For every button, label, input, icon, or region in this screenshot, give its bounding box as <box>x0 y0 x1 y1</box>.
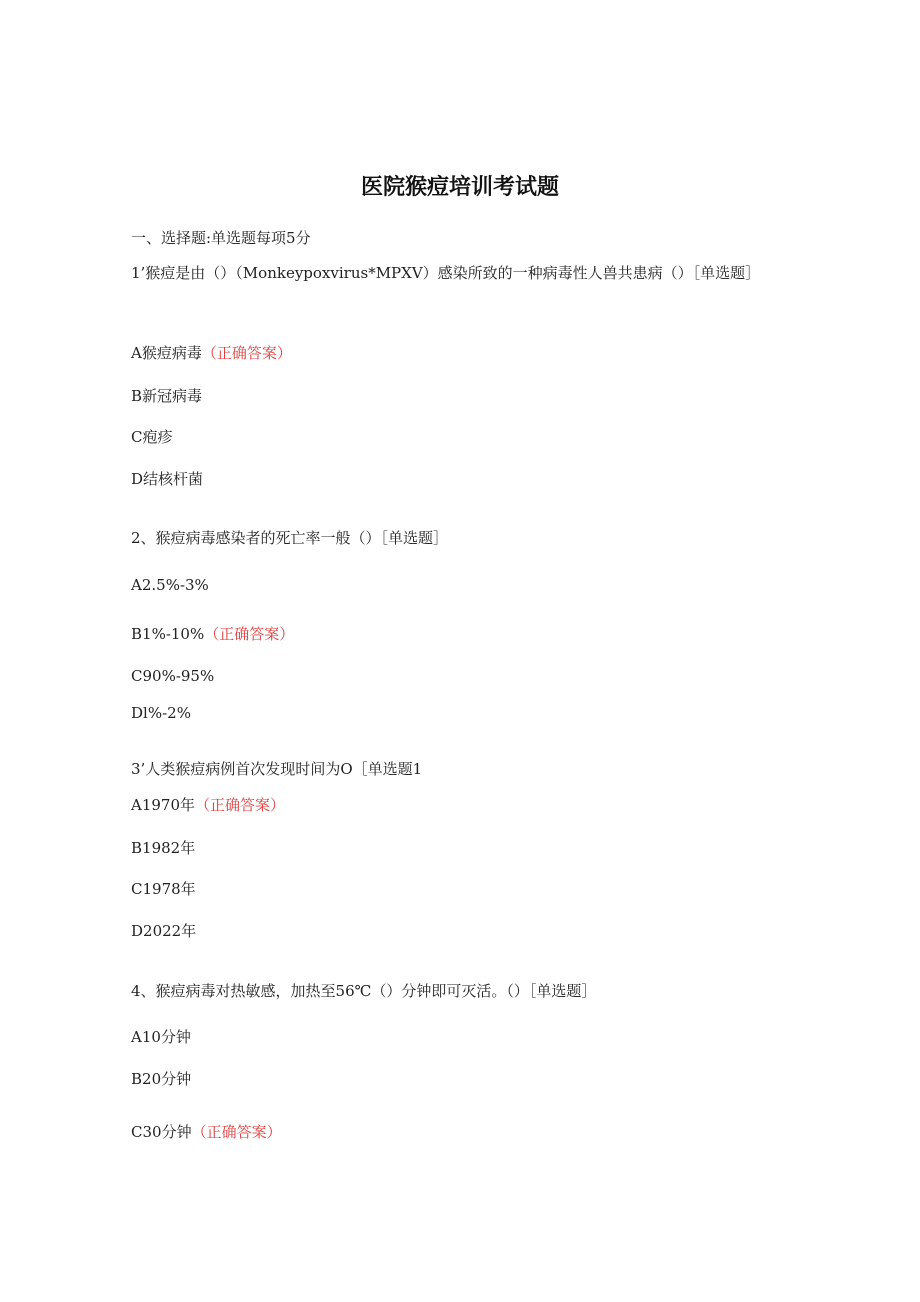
option-label: A1970年 <box>131 796 196 814</box>
question-1-option-b <box>131 386 202 406</box>
option-label: B20分钟 <box>131 1070 192 1088</box>
correct-answer-marker: （正确答案） <box>191 1123 282 1141</box>
question-1-option-c <box>131 427 172 447</box>
option-label: B新冠病毒 <box>131 387 203 405</box>
option-label: B1%-10% <box>131 625 205 643</box>
question-2-option-b <box>131 624 294 644</box>
option-label: A2.5%-3% <box>131 576 209 594</box>
option-label: C30分钟 <box>131 1123 192 1141</box>
question-1-option-d <box>131 469 203 489</box>
option-label: A猴痘病毒 <box>131 344 202 362</box>
option-label: C1978年 <box>131 880 196 898</box>
option-label: B1982年 <box>131 839 196 857</box>
question-2-option-c <box>131 666 214 686</box>
question-3-option-b <box>131 838 195 858</box>
option-label: Dl%-2% <box>131 704 191 722</box>
question-4-option-a <box>131 1027 191 1047</box>
option-label: C90%-95% <box>131 667 215 685</box>
question-2-text: 2、猴痘病毒感染者的死亡率一般（）［单选题］ <box>131 529 449 547</box>
question-3-option-d <box>131 921 196 941</box>
section-heading: 一、选择题:单选题每项5分 <box>131 229 311 247</box>
option-label: D结核杆菌 <box>131 470 204 488</box>
correct-answer-marker: （正确答案） <box>201 344 292 362</box>
correct-answer-marker: （正确答案） <box>195 796 286 814</box>
page-title: 医院猴痘培训考试题 <box>360 175 559 200</box>
question-1-text: 1’猴痘是由（）（Monkeypoxvirus*MPXV）感染所致的一种病毒性人兽共患病（）［单选题］ <box>131 264 761 282</box>
question-3-text: 3’人类猴痘病例首次发现时间为O［单选题1 <box>131 760 423 778</box>
question-3-option-c <box>131 879 196 899</box>
option-label: D2022年 <box>131 922 197 940</box>
question-2-option-d <box>131 703 191 723</box>
question-4-option-b <box>131 1069 191 1089</box>
question-2-option-a <box>131 575 209 595</box>
question-4-text: 4、猴痘病毒对热敏感，加热至56℃（）分钟即可灭活。（）［单选题］ <box>131 982 597 1000</box>
option-label: C疱疹 <box>131 428 173 446</box>
question-3-option-a <box>131 795 285 815</box>
question-4-option-c <box>131 1122 282 1142</box>
option-label: A10分钟 <box>131 1028 191 1046</box>
correct-answer-marker: （正确答案） <box>204 625 295 643</box>
question-1-option-a <box>131 343 292 363</box>
